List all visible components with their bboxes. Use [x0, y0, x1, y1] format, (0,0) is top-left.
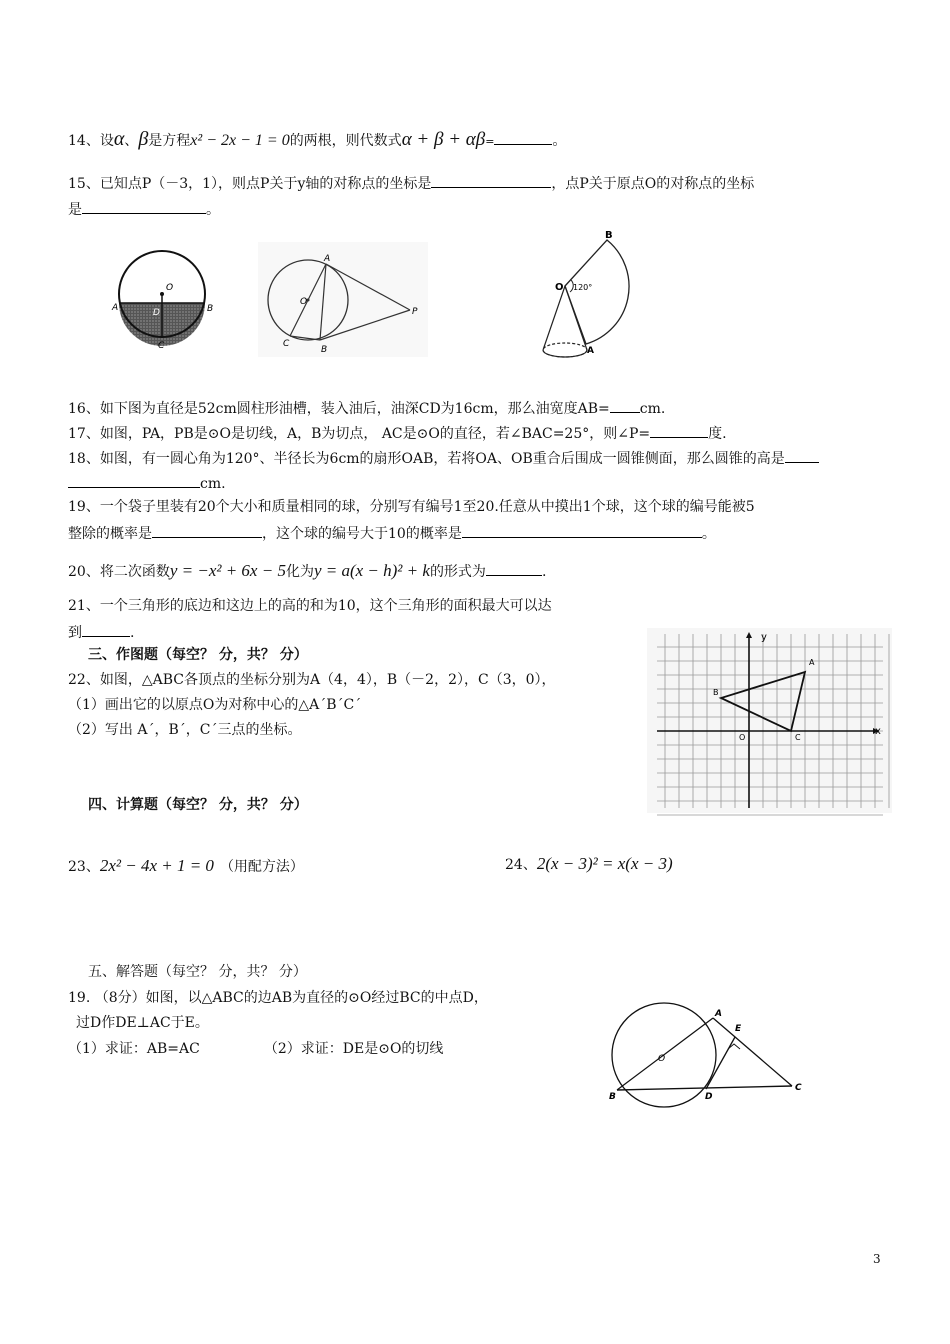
question-18-line2 — [68, 473, 226, 493]
question-21-line1 — [68, 597, 552, 615]
q21-end: . — [130, 625, 135, 641]
q18-end: cm. — [200, 476, 226, 492]
question-24 — [505, 855, 673, 874]
q16-blank — [610, 398, 640, 413]
fig5-label-c: C — [795, 1083, 802, 1093]
fig3-label-a: A — [587, 346, 594, 356]
question-15-line1 — [68, 173, 754, 193]
q15-blank-1 — [431, 173, 551, 188]
q17-end: 度. — [708, 426, 727, 442]
q20-pre: 20、将二次函数 — [68, 564, 170, 580]
grid-label-b: B — [713, 688, 719, 697]
q14-mid1: 是方程 — [148, 133, 191, 149]
alpha-symbol: α — [113, 128, 125, 150]
q22-text: 22、如图，△ABC各顶点的坐标分别为A（4，4），B（－2，2），C（3，0）， — [68, 672, 556, 688]
q14-equals: = — [485, 135, 495, 148]
figure-sector-cone — [535, 228, 645, 363]
q19b-part-2: （2）求证：DE是⊙O的切线 — [263, 1041, 444, 1057]
question-17 — [68, 423, 727, 443]
section-4-heading: 四、计算题（每空？ 分，共？ 分） — [88, 797, 308, 813]
fig2-label-o: O — [300, 297, 308, 307]
q15-line2-pre: 是 — [68, 202, 82, 218]
question-19b-line3 — [68, 1040, 443, 1058]
q18-blank-2 — [68, 473, 200, 488]
fig5-label-a: A — [715, 1009, 722, 1019]
question-14 — [68, 130, 566, 151]
question-19b-line2 — [76, 1014, 209, 1032]
q21-blank — [82, 622, 130, 637]
grid-origin: O — [739, 733, 746, 742]
fig3-angle: 120° — [573, 283, 593, 292]
fig1-label-c: C — [158, 341, 165, 351]
q16-end: cm. — [639, 401, 666, 417]
fig3-label-o: O — [555, 282, 564, 293]
q21-line2-pre: 到 — [68, 625, 82, 641]
q17-blank — [650, 423, 708, 438]
q21-text: 21、一个三角形的底边和这边上的高的和为10，这个三角形的面积最大可以达 — [68, 598, 552, 614]
q14-pre: 14、设 — [68, 133, 114, 149]
question-18-line1 — [68, 448, 819, 468]
section-3-heading: 三、作图题（每空？ 分，共？ 分） — [88, 647, 308, 663]
q15-blank-2 — [82, 199, 206, 214]
question-16 — [68, 398, 665, 418]
q24-equation: 2(x − 3)² = x(x − 3) — [536, 854, 673, 873]
section-5-heading: 五、解答题（每空？ 分，共？ 分） — [88, 964, 307, 980]
q23-equation: 2x² − 4x + 1 = 0 — [99, 856, 214, 875]
fig5-label-e: E — [735, 1024, 742, 1034]
question-21-line2 — [68, 622, 134, 642]
fig1-label-a: A — [112, 303, 119, 313]
q19b-part-1: （1）求证：AB=AC — [68, 1041, 200, 1057]
page-number: 3 — [873, 1252, 881, 1266]
question-20 — [68, 561, 546, 581]
fig2-label-a: A — [324, 254, 331, 264]
fig5-label-o: O — [658, 1054, 666, 1064]
q19a-line2-pre: 整除的概率是 — [68, 526, 152, 542]
fig2-label-p: P — [412, 307, 418, 317]
figure-oil-tank — [110, 242, 220, 352]
q24-number: 24、 — [505, 857, 537, 873]
grid-axis-x: x — [875, 726, 881, 737]
q15-line2-end: 。 — [206, 202, 220, 218]
fig1-label-d: D — [153, 308, 160, 318]
q19a-blank-2 — [462, 523, 702, 538]
q20-end: . — [541, 564, 547, 580]
q22-part-2: （2）写出 A´，B´，C´三点的坐标。 — [68, 722, 302, 738]
q14-expression: α + β + αβ — [401, 129, 486, 150]
q14-end: 。 — [552, 133, 567, 149]
grid-axis-y: y — [761, 632, 767, 643]
q17-text: 17、如图，PA，PB是⊙O是切线，A，B为切点， AC是⊙O的直径，若∠BAC=25°，则∠P= — [68, 426, 651, 442]
q22-part-1: （1）画出它的以原点O为对称中心的△A´B´C´ — [68, 697, 362, 713]
question-19b-line1 — [68, 989, 488, 1007]
q15-text: 15、已知点P（－3，1），则点P关于y轴的对称点的坐标是 — [68, 176, 432, 192]
q14-equation: x² − 2x − 1 = 0 — [190, 132, 290, 149]
grid-label-c: C — [795, 733, 801, 742]
question-19a-line2 — [68, 523, 716, 543]
q19b-text-2: 过D作DE⊥AC于E。 — [76, 1015, 209, 1031]
q18-blank-1 — [785, 448, 819, 463]
q23-number: 23、 — [68, 859, 100, 875]
q20-vertex-form: y = a(x − h)² + k — [313, 561, 430, 580]
question-22-line3 — [68, 721, 301, 739]
fig2-label-b: B — [321, 345, 328, 355]
grid-label-a: A — [809, 658, 815, 667]
q19a-line2-end: 。 — [701, 526, 716, 542]
question-15-line2 — [68, 199, 220, 219]
fig2-label-c: C — [283, 339, 290, 349]
figure-coordinate-grid — [647, 628, 892, 813]
q19a-blank-1 — [152, 523, 262, 538]
fig5-label-d: D — [705, 1092, 713, 1102]
fig3-label-b: B — [605, 230, 613, 241]
question-23 — [68, 857, 304, 876]
beta-symbol: β — [138, 128, 149, 150]
q19b-text: 19. （8分）如图，以△ABC的边AB为直径的⊙O经过BC的中点D， — [68, 990, 488, 1006]
q14-mid2: 的两根，则代数式 — [289, 133, 402, 149]
figure-circle-tangent — [602, 1000, 812, 1120]
fig1-label-o: O — [166, 283, 174, 293]
question-22-line1 — [68, 671, 556, 689]
q15-text-mid: ，点P关于原点O的对称点的坐标 — [551, 176, 755, 192]
question-19a-line1 — [68, 498, 755, 516]
q14-answer-blank — [494, 130, 552, 145]
question-22-line2 — [68, 696, 361, 714]
q20-function: y = −x² + 6x − 5 — [169, 561, 286, 580]
q18-text: 18、如图，有一圆心角为120°、半径长为6cm的扇形OAB，若将OA、OB重合后围成一圆锥侧面，那么圆锥的高是 — [68, 451, 785, 467]
fig5-label-b: B — [609, 1092, 616, 1102]
figure-tangent-lines — [258, 242, 428, 357]
q14-sep: 、 — [124, 133, 139, 149]
q20-post: 的形式为 — [429, 564, 486, 580]
q19a-text: 19、一个袋子里装有20个大小和质量相同的球，分别写有编号1至20.任意从中摸出1个球，这个球的编号能被5 — [68, 499, 755, 515]
fig1-label-b: B — [207, 304, 214, 314]
q20-blank — [486, 561, 542, 576]
q16-text: 16、如下图为直径是52cm圆柱形油槽，装入油后，油深CD为16cm，那么油宽度AB= — [68, 401, 610, 417]
q23-note: （用配方法） — [219, 859, 304, 875]
q19a-line2-mid: ，这个球的编号大于10的概率是 — [262, 526, 462, 542]
q20-mid: 化为 — [285, 564, 314, 580]
